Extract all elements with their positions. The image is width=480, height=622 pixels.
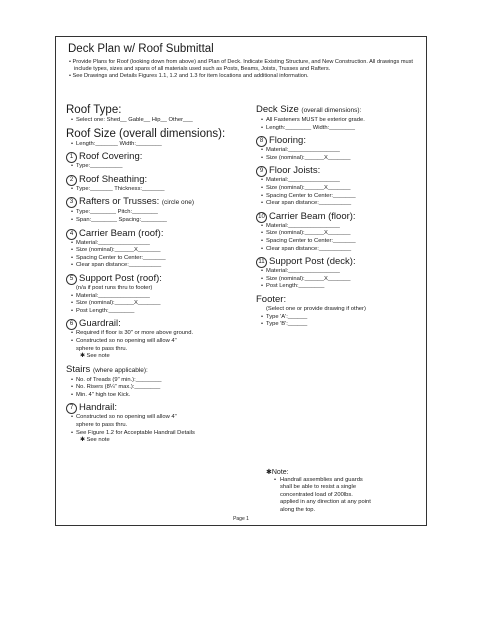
- item-number: 3: [66, 197, 77, 208]
- field-line: • Clear span distance:__________: [266, 200, 421, 208]
- item-number: 10: [256, 212, 267, 223]
- item-number: 1: [66, 152, 77, 163]
- intro-instructions: [68, 59, 418, 81]
- field-line: • Type 'B':______: [266, 321, 421, 329]
- field-line: sphere to pass thru.: [76, 422, 128, 429]
- note-title: ✱Note:: [266, 469, 289, 476]
- item-number: 11: [256, 257, 267, 268]
- page-number: Page 1: [233, 516, 249, 522]
- field-line: • Type:__________: [76, 163, 246, 171]
- item-number: 8: [256, 136, 267, 147]
- field-line: • Length:_______ Width:________: [76, 141, 246, 149]
- section-heading: 10 Carrier Beam (floor):: [256, 211, 421, 223]
- section-heading: 8 Flooring:: [256, 135, 421, 147]
- section-heading: Roof Size (overall dimensions):: [66, 127, 226, 140]
- section-heading: Stairs (where applicable):: [66, 363, 148, 375]
- note-line: along the top.: [280, 506, 316, 513]
- section-heading: Footer:: [256, 293, 287, 305]
- item-number: 9: [256, 166, 267, 177]
- note-line: concentrated load of 200lbs.: [280, 491, 353, 498]
- field-line: • Post Length:________: [76, 308, 246, 316]
- left-column: [66, 101, 246, 445]
- section-heading: 11 Support Post (deck):: [256, 256, 421, 268]
- field-line: • All Fasteners MUST be exterior grade.: [266, 117, 421, 125]
- section-heading: 9 Floor Joists:: [256, 165, 421, 177]
- field-line: • Constructed so no opening will allow 4": [76, 414, 246, 422]
- field-line: • Size (nominal):______X_______: [266, 185, 421, 193]
- item-number: 4: [66, 229, 77, 240]
- section-subtext: (Select one or provide drawing if other): [266, 305, 366, 312]
- item-number: 5: [66, 274, 77, 285]
- field-line: • Spacing Center to Center:_______: [266, 193, 421, 201]
- field-line: • Material:________________: [76, 293, 246, 301]
- item-number: 7: [66, 403, 77, 414]
- field-line: • Spacing Center to Center:_______: [266, 238, 421, 246]
- section-heading: 5 Support Post (roof):: [66, 273, 246, 285]
- field-line: • Span:________ Spacing:________: [76, 217, 246, 225]
- note-line: • Handrail assemblies and guards: [266, 477, 416, 485]
- field-line: • Material:________________: [266, 268, 421, 276]
- field-line: • Clear span distance:__________: [76, 262, 246, 270]
- section-heading: Deck Size (overall dimensions):: [256, 104, 362, 115]
- field-line: • Material:________________: [266, 223, 421, 231]
- field-line: • Size (nominal):______X_______: [266, 230, 421, 238]
- see-note-ref: ✱ See note: [80, 353, 110, 360]
- section-heading: 6 Guardrail:: [66, 318, 246, 330]
- field-line: • Size (nominal):______X_______: [76, 300, 246, 308]
- field-line: • Post Length:________: [266, 283, 421, 291]
- note-line: shall be able to resist a single: [280, 484, 357, 491]
- field-line: • Length:________ Width:________: [266, 125, 421, 133]
- field-line: • Select one: Shed__ Gable__ Hip__ Other___: [76, 117, 246, 125]
- field-line: sphere to pass thru.: [76, 345, 128, 352]
- right-column: [256, 101, 421, 329]
- field-line: • Constructed so no opening will allow 4": [76, 338, 246, 346]
- section-heading: 1 Roof Covering:: [66, 151, 246, 163]
- field-line: • Clear span distance:__________: [266, 246, 421, 254]
- field-line: • See Figure 1.2 for Acceptable Handrail Details: [76, 430, 246, 438]
- field-line: • Material:________________: [266, 147, 421, 155]
- see-note-ref: ✱ See note: [80, 437, 110, 444]
- intro-line: • Provide Plans for Roof (looking down from above) and Plan of Deck. Indicate Existing Structure, and New Construction. All drawings must include types, sizes and spans of all materials used such as Posts, Beams, Joists, Trusses and Rafters.: [69, 59, 413, 73]
- section-heading: Roof Type:: [66, 104, 122, 116]
- field-line: • No. of Treads (9" min.):________: [76, 377, 246, 385]
- field-line: • Type 'A':______: [266, 314, 421, 322]
- field-line: • Min. 4" high toe Kick.: [76, 392, 246, 400]
- field-line: • Type:_______ Thickness:_______: [76, 186, 246, 194]
- section-heading: 4 Carrier Beam (roof):: [66, 228, 246, 240]
- note-line: applied in any direction at any point: [280, 499, 371, 506]
- field-line: • Size (nominal):______X_______: [76, 247, 246, 255]
- field-line: • Size (nominal):______X_______: [266, 276, 421, 284]
- section-heading: 2 Roof Sheathing:: [66, 174, 246, 186]
- field-line: • Material:________________: [266, 177, 421, 185]
- note-block: [266, 469, 416, 515]
- field-line: • Spacing Center to Center:_______: [76, 255, 246, 263]
- section-subtext: (n/a if post runs thru to footer): [76, 284, 153, 291]
- document-title: Deck Plan w/ Roof Submittal: [68, 43, 214, 55]
- item-number: 6: [66, 319, 77, 330]
- field-line: • Required if floor is 30" or more above ground.: [76, 330, 246, 338]
- field-line: • Size (nominal):______X_______: [266, 155, 421, 163]
- section-heading: 7 Handrail:: [66, 402, 246, 414]
- item-number: 2: [66, 175, 77, 186]
- document-page: [55, 36, 427, 526]
- intro-line: • See Drawings and Details Figures 1.1, 1.2 and 1.3 for item locations and additional information.: [69, 73, 309, 80]
- section-heading: 3 Rafters or Trusses: (circle one): [66, 196, 246, 209]
- field-line: • Material:________________: [76, 240, 246, 248]
- field-line: • Type:________ Pitch:________: [76, 209, 246, 217]
- field-line: • No. Risers (8¼" max.):________: [76, 384, 246, 392]
